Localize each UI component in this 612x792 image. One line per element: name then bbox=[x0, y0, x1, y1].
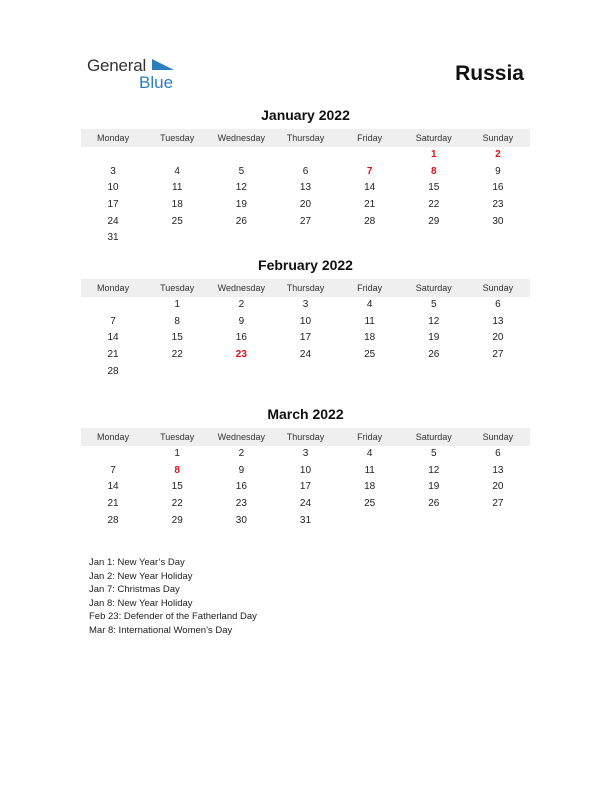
month-title: March 2022 bbox=[267, 406, 344, 422]
weekday-header bbox=[81, 279, 530, 297]
logo-text-general: General bbox=[87, 56, 147, 75]
empty-day-cell bbox=[145, 147, 209, 164]
day-cell: 26 bbox=[428, 349, 440, 361]
weekday-label: Thursday bbox=[286, 283, 325, 293]
holiday-item: Feb 23: Defender of the Fatherland Day bbox=[89, 611, 257, 622]
day-cell: 14 bbox=[107, 481, 119, 493]
day-cell: 3 bbox=[302, 448, 309, 459]
holiday-day-cell: 7 bbox=[366, 165, 373, 177]
day-cell: 27 bbox=[299, 215, 312, 227]
day-cell: 19 bbox=[428, 332, 440, 344]
day-cell: 24 bbox=[107, 215, 119, 227]
day-cell: 12 bbox=[428, 315, 440, 327]
day-cell: 9 bbox=[495, 165, 501, 177]
day-cell: 3 bbox=[110, 165, 116, 177]
day-cell: 18 bbox=[171, 199, 183, 211]
day-cell: 22 bbox=[171, 349, 183, 361]
day-cell: 13 bbox=[492, 315, 504, 327]
day-cell: 12 bbox=[235, 182, 247, 194]
month-february bbox=[81, 255, 530, 380]
day-cell: 27 bbox=[492, 349, 504, 361]
weekday-label: Thursday bbox=[286, 432, 325, 442]
day-cell: 14 bbox=[364, 182, 376, 194]
day-cell: 13 bbox=[492, 464, 504, 476]
weekday-label: Monday bbox=[97, 283, 130, 293]
weekday-label: Saturday bbox=[415, 283, 452, 293]
day-grid bbox=[81, 446, 530, 529]
month-title: February 2022 bbox=[258, 257, 353, 273]
weekday-header bbox=[81, 428, 530, 446]
weekday-label: Friday bbox=[357, 133, 383, 143]
day-cell: 17 bbox=[107, 199, 119, 211]
day-cell: 29 bbox=[171, 514, 183, 526]
day-cell: 28 bbox=[107, 514, 119, 526]
day-cell: 23 bbox=[492, 199, 504, 211]
weekday-label: Sunday bbox=[482, 283, 514, 293]
empty-day-cell bbox=[81, 147, 145, 164]
day-cell: 9 bbox=[238, 315, 245, 327]
day-cell: 1 bbox=[174, 299, 180, 310]
day-cell: 18 bbox=[364, 332, 376, 344]
weekday-label: Saturday bbox=[415, 133, 452, 143]
country-title: Russia bbox=[455, 62, 524, 85]
day-cell: 31 bbox=[107, 232, 119, 244]
holiday-day-cell: 2 bbox=[495, 149, 501, 160]
weekday-label: Friday bbox=[357, 283, 383, 293]
empty-day-cell bbox=[273, 147, 337, 164]
day-cell: 7 bbox=[110, 464, 116, 476]
weekday-label: Monday bbox=[97, 133, 130, 143]
day-cell: 26 bbox=[428, 498, 440, 510]
day-cell: 19 bbox=[235, 199, 247, 211]
month-title: January 2022 bbox=[261, 107, 350, 123]
holiday-item: Jan 1: New Year’s Day bbox=[89, 557, 185, 568]
day-cell: 5 bbox=[430, 299, 437, 310]
day-cell: 4 bbox=[174, 165, 180, 177]
day-cell: 26 bbox=[235, 215, 247, 227]
day-cell: 16 bbox=[235, 481, 247, 493]
empty-day-cell bbox=[209, 147, 273, 164]
weekday-label: Tuesday bbox=[160, 432, 195, 442]
month-march bbox=[81, 404, 530, 529]
holiday-day-cell: 8 bbox=[174, 464, 180, 476]
day-cell: 7 bbox=[110, 315, 116, 327]
day-cell: 9 bbox=[238, 464, 245, 476]
day-cell: 25 bbox=[364, 498, 376, 510]
day-cell: 21 bbox=[107, 349, 119, 361]
day-grid bbox=[81, 297, 530, 380]
day-cell: 28 bbox=[107, 365, 119, 377]
weekday-label: Sunday bbox=[482, 432, 514, 442]
weekday-label: Tuesday bbox=[160, 283, 195, 293]
day-cell: 6 bbox=[495, 448, 501, 459]
day-cell: 30 bbox=[492, 215, 504, 227]
day-cell: 24 bbox=[299, 498, 312, 510]
day-cell: 15 bbox=[428, 182, 440, 194]
generalblue-logo bbox=[87, 56, 187, 92]
day-cell: 20 bbox=[492, 481, 504, 493]
day-cell: 31 bbox=[299, 514, 312, 526]
day-cell: 20 bbox=[299, 199, 312, 211]
day-cell: 4 bbox=[366, 448, 373, 459]
month-january bbox=[81, 105, 530, 247]
day-cell: 23 bbox=[235, 498, 247, 510]
day-cell: 6 bbox=[495, 299, 501, 310]
weekday-label: Thursday bbox=[286, 133, 325, 143]
holiday-day-cell: 1 bbox=[430, 149, 437, 160]
day-cell: 8 bbox=[174, 315, 180, 327]
day-cell: 18 bbox=[364, 481, 376, 493]
weekday-label: Tuesday bbox=[160, 133, 195, 143]
logo-text-blue: Blue bbox=[139, 73, 174, 92]
day-cell: 1 bbox=[174, 448, 180, 459]
day-cell: 12 bbox=[428, 464, 440, 476]
day-cell: 19 bbox=[428, 481, 440, 493]
day-cell: 11 bbox=[364, 315, 375, 327]
day-cell: 25 bbox=[171, 215, 183, 227]
day-cell: 10 bbox=[299, 315, 312, 327]
day-cell: 29 bbox=[428, 215, 440, 227]
day-cell: 5 bbox=[430, 448, 437, 459]
holiday-item: Jan 8: New Year Holiday bbox=[89, 597, 193, 609]
day-cell: 30 bbox=[235, 514, 247, 526]
day-cell: 15 bbox=[171, 332, 183, 344]
holiday-item: Mar 8: International Women’s Day bbox=[89, 624, 233, 636]
weekday-label: Monday bbox=[97, 432, 130, 442]
weekday-label: Saturday bbox=[415, 432, 452, 442]
day-cell: 2 bbox=[238, 448, 245, 459]
weekday-header bbox=[81, 129, 530, 147]
empty-day-cell bbox=[81, 297, 145, 314]
empty-day-cell bbox=[81, 446, 145, 463]
holiday-list bbox=[89, 556, 257, 637]
day-cell: 14 bbox=[107, 332, 119, 344]
day-cell: 16 bbox=[235, 332, 247, 344]
day-cell: 10 bbox=[107, 182, 119, 194]
day-cell: 21 bbox=[107, 498, 119, 510]
day-cell: 25 bbox=[364, 349, 376, 361]
day-grid bbox=[81, 147, 530, 247]
day-cell: 11 bbox=[172, 182, 183, 194]
holiday-day-cell: 8 bbox=[430, 165, 437, 177]
weekday-label: Wednesday bbox=[217, 283, 266, 293]
day-cell: 22 bbox=[428, 199, 440, 211]
day-cell: 22 bbox=[171, 498, 183, 510]
day-cell: 6 bbox=[302, 165, 309, 177]
empty-day-cell bbox=[338, 147, 402, 164]
day-cell: 17 bbox=[299, 481, 312, 493]
day-cell: 11 bbox=[364, 464, 375, 476]
day-cell: 4 bbox=[366, 299, 373, 310]
day-cell: 27 bbox=[492, 498, 504, 510]
day-cell: 10 bbox=[299, 464, 312, 476]
holiday-item: Jan 7: Christmas Day bbox=[89, 584, 180, 595]
day-cell: 28 bbox=[364, 215, 376, 227]
weekday-label: Sunday bbox=[482, 133, 514, 143]
day-cell: 24 bbox=[299, 349, 312, 361]
day-cell: 17 bbox=[299, 332, 312, 344]
weekday-label: Wednesday bbox=[217, 432, 266, 442]
day-cell: 15 bbox=[171, 481, 183, 493]
day-cell: 2 bbox=[238, 299, 245, 310]
weekday-label: Friday bbox=[357, 432, 383, 442]
logo-triangle-icon bbox=[152, 59, 174, 70]
day-cell: 20 bbox=[492, 332, 504, 344]
day-cell: 16 bbox=[492, 182, 504, 194]
day-cell: 5 bbox=[238, 165, 245, 177]
day-cell: 21 bbox=[364, 199, 376, 211]
day-cell: 3 bbox=[302, 299, 309, 310]
holiday-day-cell: 23 bbox=[235, 349, 247, 361]
weekday-label: Wednesday bbox=[217, 133, 266, 143]
holiday-item: Jan 2: New Year Holiday bbox=[89, 570, 193, 582]
day-cell: 13 bbox=[299, 182, 312, 194]
